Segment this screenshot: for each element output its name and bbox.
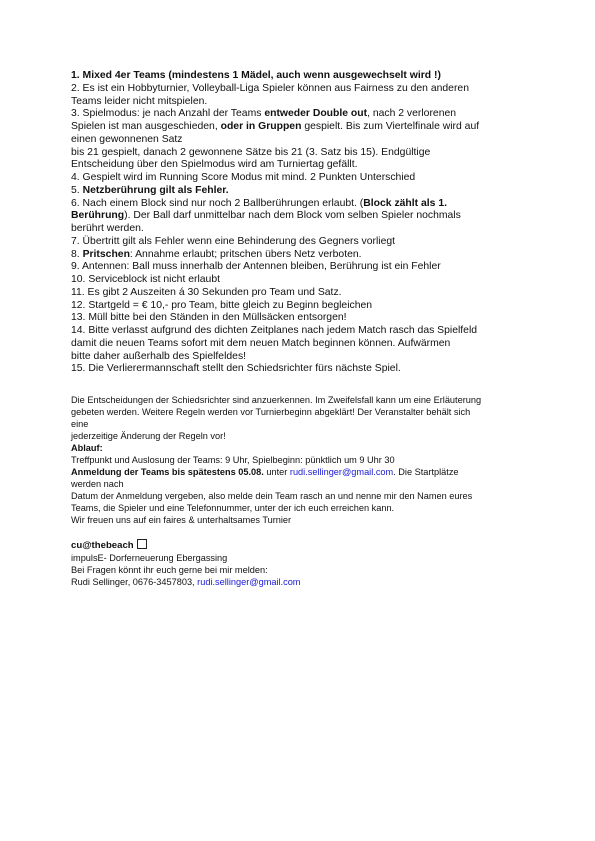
ablauf-heading-text: Ablauf: — [71, 443, 103, 453]
rule-14-line-3: bitte daher außerhalb des Spielfeldes! — [71, 350, 247, 362]
rule-8-emphasis: Pritschen — [82, 248, 130, 260]
rule-15: 15. Die Verlierermannschaft stellt den Schiedsrichter fürs nächste Spiel. — [71, 363, 401, 375]
rule-5-number: 5. — [71, 184, 83, 196]
rule-6-text: 6. Nach einem Block sind nur noch 2 Ballberührungen erlaubt. ( — [71, 197, 364, 209]
rule-8 — [71, 249, 541, 262]
registration-text: . Die Startplätze — [393, 467, 459, 477]
rule-3-line-1 — [71, 108, 541, 121]
ablauf-schedule: Treffpunkt und Auslosung der Teams: 9 Uhr, Spielbeginn: pünktlich um 9 Uhr 30 — [71, 455, 395, 465]
rule-2-line-1: 2. Es ist ein Hobbyturnier, Volleyball-Liga Spieler können aus Fairness zu den anderen — [71, 82, 469, 94]
registration-line-1 — [71, 466, 541, 478]
rule-13: 13. Müll bitte bei den Ständen in den Müllsäcken entsorgen! — [71, 312, 347, 324]
rule-9: 9. Antennen: Ball muss innerhalb der Antennen bleiben, Berührung ist ein Fehler — [71, 261, 441, 273]
signature-text: cu@thebeach — [71, 540, 134, 551]
rule-7: 7. Übertritt gilt als Fehler wenn eine Behinderung des Gegners vorliegt — [71, 235, 396, 247]
registration-line-2: werden nach — [71, 479, 124, 489]
disclaimer-line-2: gebeten werden. Weitere Regeln werden vor Turnierbeginn abgeklärt! Der Veranstalter behält sich — [71, 407, 471, 417]
rule-6-emphasis: Berührung — [71, 210, 125, 222]
registration-deadline: Anmeldung der Teams bis spätestens 05.08. — [71, 467, 264, 477]
contact-section — [71, 539, 541, 588]
rule-5-emphasis: Netzberührung gilt als Fehler. — [82, 184, 229, 196]
signature — [71, 539, 541, 552]
disclaimer-line-4: jederzeitige Änderung der Regeln vor! — [71, 431, 226, 441]
missing-glyph-icon — [137, 539, 147, 549]
rule-2-line-2: Teams leider nicht mitspielen. — [71, 95, 208, 107]
rule-3-line-2 — [71, 121, 541, 134]
questions-note: Bei Fragen könnt ihr euch gerne bei mir melden: — [71, 565, 268, 575]
rule-4: 4. Gespielt wird im Running Score Modus mit mind. 2 Punkten Unterschied — [71, 172, 416, 183]
rule-14-line-1: 14. Bitte verlasst aufgrund des dichten Zeitplanes nach jedem Match rasch das Spielfeld — [71, 325, 478, 336]
rule-1 — [71, 70, 541, 83]
rule-14-line-2: damit die neuen Teams sofort mit dem neuen Match beginnen können. Aufwärmen — [71, 337, 451, 349]
registration-text: unter — [263, 467, 290, 477]
disclaimer-line-1: Die Entscheidungen der Schiedsrichter sind anzuerkennen. Im Zweifelsfall kann um eine Erläuterung — [71, 395, 482, 405]
rule-3-text: 3. Spielmodus: je nach Anzahl der Teams — [71, 108, 265, 120]
rule-12: 12. Startgeld = € 10,- pro Team, bitte gleich zu Beginn begleichen — [71, 299, 373, 311]
rule-3-line-5: Entscheidung über den Spielmodus wird am Turniertag gefällt. — [71, 159, 358, 171]
rule-11: 11. Es gibt 2 Auszeiten á 30 Sekunden pro Team und Satz. — [71, 286, 342, 298]
registration-line-4: Teams, die Spieler und eine Telefonnummer, unter der ich euch erreichen kann. — [71, 503, 395, 513]
contact-email-link[interactable]: rudi.sellinger@gmail.com — [197, 577, 301, 587]
rule-6-line-3: berührt werden. — [71, 223, 144, 234]
rule-3-line-3: einen gewonnenen Satz — [71, 133, 183, 145]
registration-line-3: Datum der Anmeldung vergeben, also melde dein Team rasch an und nenne mir den Namen eures — [71, 491, 473, 501]
rule-3-emphasis: oder in Gruppen — [220, 121, 302, 132]
registration-email-link[interactable]: rudi.sellinger@gmail.com — [289, 467, 394, 477]
rule-8-number: 8. — [71, 248, 83, 260]
organization: impulsE- Dorferneuerung Ebergassing — [71, 553, 228, 563]
rule-6-line-1 — [71, 198, 541, 211]
rule-3-line-4: bis 21 gespielt, danach 2 gewonnene Sätze bis 21 (3. Satz bis 15). Endgültige — [71, 146, 431, 158]
rule-6-line-2 — [71, 210, 541, 223]
rule-3-text: Spielen ist man ausgeschieden, — [71, 121, 221, 132]
rule-1-text: 1. Mixed 4er Teams (mindestens 1 Mädel, auch wenn ausgewechselt wird !) — [71, 70, 441, 81]
contact-details — [71, 576, 541, 588]
ablauf-heading — [71, 442, 541, 454]
rule-3-text: , nach 2 verlorenen — [367, 108, 457, 120]
rules-list — [71, 70, 541, 376]
contact-name-phone: Rudi Sellinger, 0676-3457803, — [71, 577, 198, 587]
rule-5 — [71, 185, 541, 198]
rule-3-emphasis: entweder Double out — [264, 108, 368, 120]
rule-6-text: ). Der Ball darf unmittelbar nach dem Block vom selben Spieler nochmals — [124, 210, 461, 222]
disclaimer-line-3: eine — [71, 419, 89, 429]
rule-3-text: gespielt. Bis zum Viertelfinale wird auf — [301, 121, 480, 132]
rule-10: 10. Serviceblock ist nicht erlaubt — [71, 274, 221, 285]
info-section — [71, 394, 541, 526]
closing-line: Wir freuen uns auf ein faires & unterhaltsames Turnier — [71, 515, 292, 525]
document-page — [71, 70, 541, 588]
rule-6-emphasis: Block zählt als 1. — [363, 197, 447, 209]
rule-8-text: : Annahme erlaubt; pritschen übers Netz verboten. — [129, 248, 362, 260]
